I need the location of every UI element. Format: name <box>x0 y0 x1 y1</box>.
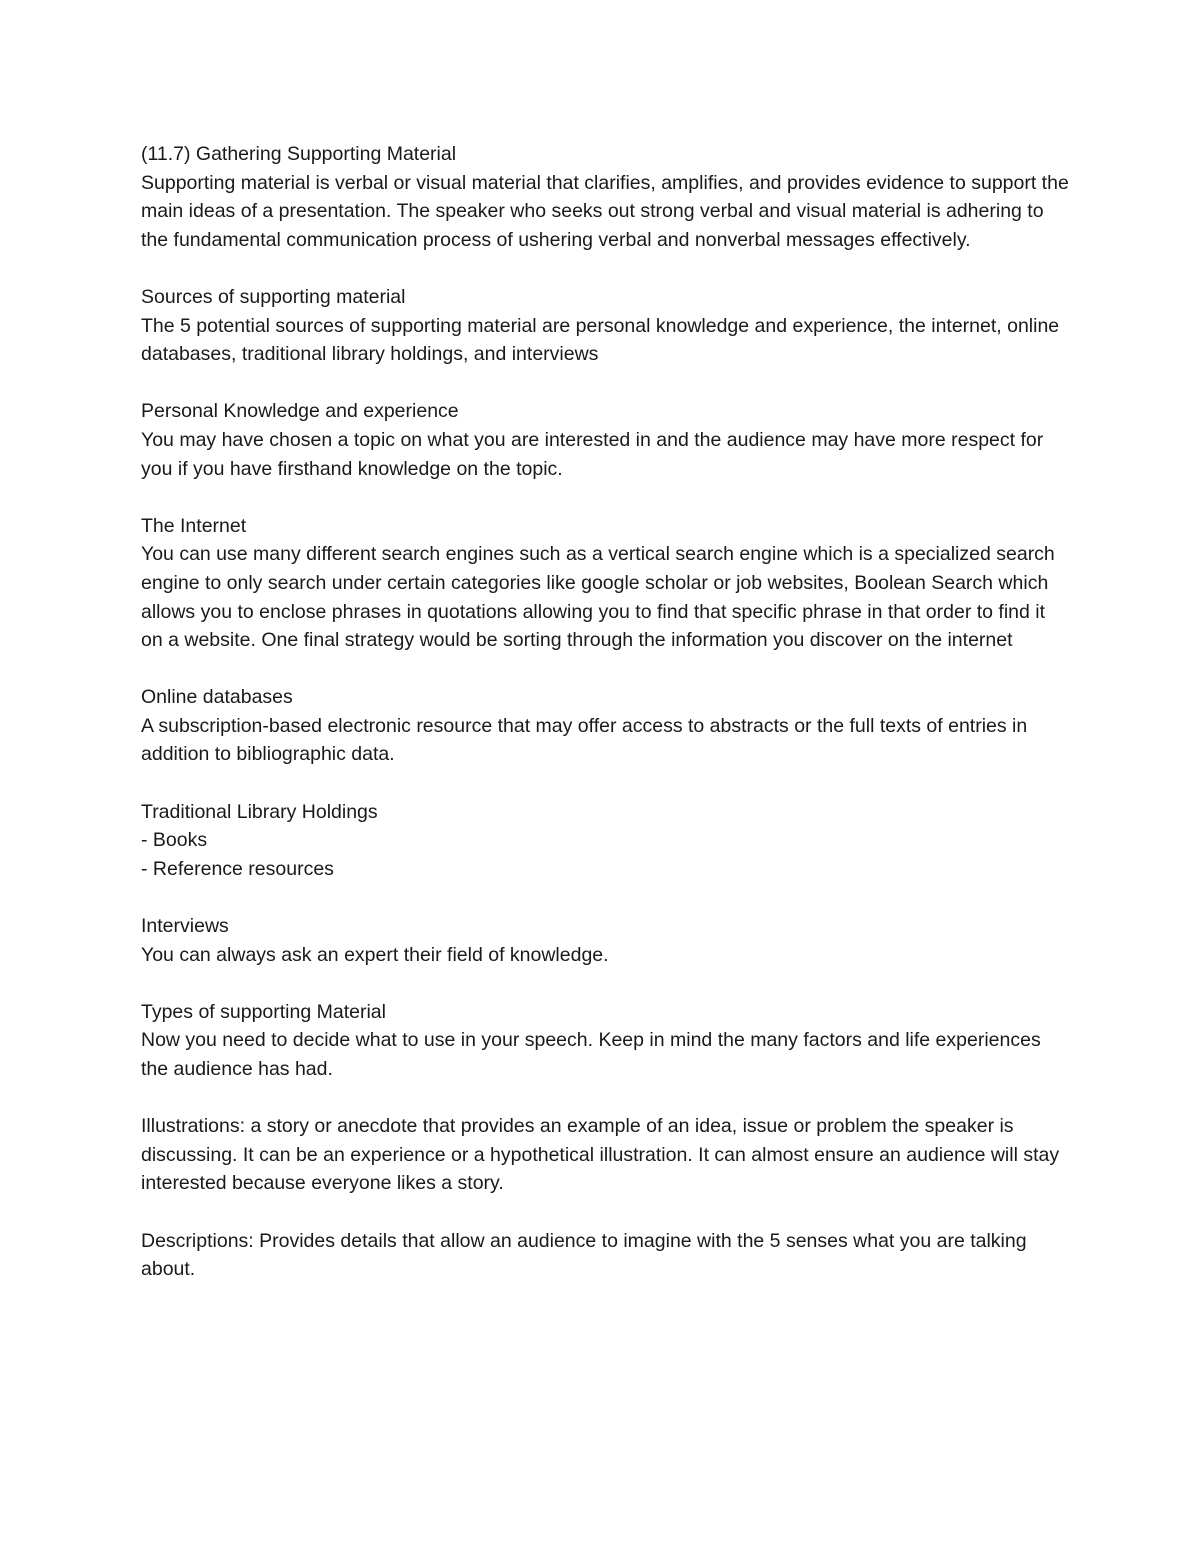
section-online-databases <box>141 683 1071 769</box>
section-body: The 5 potential sources of supporting material are personal knowledge and experience, the internet, online databases, traditional library holdings, and interviews <box>141 314 1065 366</box>
section-sources-of-supporting-material <box>141 283 1071 369</box>
section-heading: Types of supporting Material <box>141 1000 386 1023</box>
section-personal-knowledge <box>141 397 1071 483</box>
section-the-internet <box>141 512 1071 655</box>
section-heading: Online databases <box>141 686 293 709</box>
section-body: You can use many different search engines such as a vertical search engine which is a specialized search engine to only search under certain categories like google scholar or job websites, Boolean Search which allows you to enclose phrases in quotations allowing you to find that specific phrase in that order to find it on a website. One final strategy would be sorting through the information you discover on the internet <box>141 543 1061 652</box>
section-types-of-supporting-material <box>141 998 1071 1084</box>
section-descriptions <box>141 1227 1071 1284</box>
section-gathering-supporting-material <box>141 140 1075 254</box>
list-item: - Reference resources <box>141 857 334 880</box>
list-item: - Books <box>141 829 208 852</box>
section-heading: Sources of supporting material <box>141 285 406 308</box>
document-page <box>141 140 1075 1312</box>
section-body: A subscription-based electronic resource that may offer access to abstracts or the full texts of entries in addition to bibliographic data. <box>141 714 1033 766</box>
section-body: Illustrations: a story or anecdote that provides an example of an idea, issue or problem the speaker is discussing. It can be an experience or a hypothetical illustration. It can almost ensure an audience will stay interested because everyone likes a story. <box>141 1115 1065 1195</box>
section-heading: Personal Knowledge and experience <box>141 400 459 423</box>
section-body: Descriptions: Provides details that allow an audience to imagine with the 5 senses what you are talking about. <box>141 1229 1032 1281</box>
section-body: You may have chosen a topic on what you are interested in and the audience may have more respect for you if you have firsthand knowledge on the topic. <box>141 428 1049 480</box>
section-heading: (11.7) Gathering Supporting Material <box>141 143 457 165</box>
section-heading: The Internet <box>141 514 247 537</box>
section-heading: Traditional Library Holdings <box>141 800 378 823</box>
section-traditional-library-holdings <box>141 798 1071 884</box>
section-interviews <box>141 912 1071 969</box>
section-illustrations <box>141 1112 1071 1198</box>
section-heading: Interviews <box>141 915 229 938</box>
section-body: Supporting material is verbal or visual material that clarifies, amplifies, and provides evidence to support the main ideas of a presentation. The speaker who seeks out strong verbal and visual material is adhering to the fundamental communication process of ushering verbal and nonverbal messages effectively. <box>141 171 1075 251</box>
section-body: Now you need to decide what to use in your speech. Keep in mind the many factors and life experiences the audience has had. <box>141 1029 1047 1080</box>
section-body: You can always ask an expert their field of knowledge. <box>141 943 609 966</box>
